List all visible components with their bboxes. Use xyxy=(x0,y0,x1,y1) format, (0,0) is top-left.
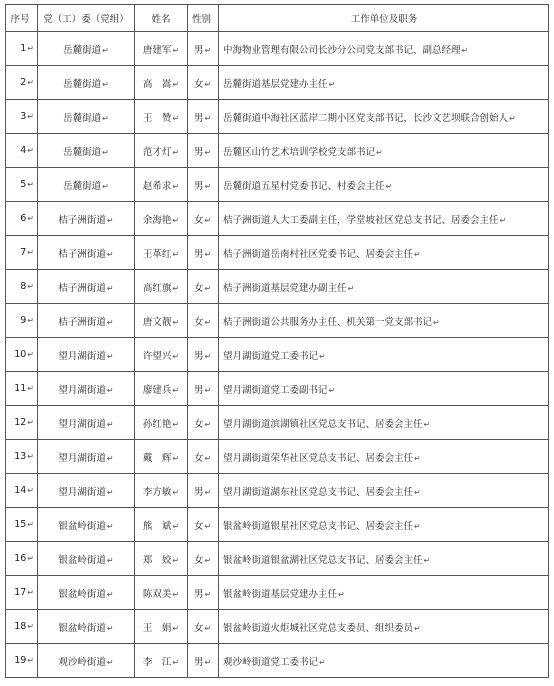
row-job-cell xyxy=(219,236,549,270)
row-no-text: 15 ↵ xyxy=(14,519,34,530)
row-job-cell xyxy=(219,32,549,66)
row-name-cell xyxy=(135,474,188,508)
row-sex-cell xyxy=(188,610,219,644)
row-sex-cell xyxy=(188,66,219,100)
row-sex-text: 女 ↵ xyxy=(194,215,211,226)
row-name-text: 范才灯 ↵ xyxy=(143,147,179,158)
row-name-cell xyxy=(135,66,188,100)
row-name-cell xyxy=(135,236,188,270)
row-job-cell xyxy=(219,644,549,678)
row-job-cell xyxy=(219,304,549,338)
row-org-text: 岳麓街道 ↵ xyxy=(63,147,109,158)
row-no-text: 3 ↵ xyxy=(20,111,34,122)
table-row xyxy=(6,372,549,406)
row-no-text: 11 ↵ xyxy=(14,383,34,394)
row-name-text: 王 娟 ↵ xyxy=(143,623,179,634)
row-org-text: 桔子洲街道 ↵ xyxy=(58,283,113,294)
row-sex-text: 女 ↵ xyxy=(194,419,211,430)
row-no-text: 8 ↵ xyxy=(20,281,34,292)
row-job-text: 中海物业管理有限公司长沙分公司党支部书记、副总经理 ↵ xyxy=(223,45,468,56)
row-name-cell xyxy=(135,304,188,338)
row-no-text: 16 ↵ xyxy=(14,553,34,564)
table-row xyxy=(6,610,549,644)
table-header-row xyxy=(6,5,549,32)
row-name-text: 王 赞 ↵ xyxy=(143,113,179,124)
row-org-cell xyxy=(38,576,135,610)
row-job-text: 桔子洲街道岳南村社区党委书记、居委会主任 ↵ xyxy=(223,249,421,260)
row-org-text: 银盆岭街道 ↵ xyxy=(58,521,113,532)
row-job-cell xyxy=(219,610,549,644)
row-job-cell xyxy=(219,100,549,134)
row-job-text: 桔子洲街道公共服务办主任、机关第一党支部书记 ↵ xyxy=(223,317,440,328)
row-job-cell xyxy=(219,134,549,168)
row-org-cell xyxy=(38,508,135,542)
row-no-cell xyxy=(6,168,38,202)
row-job-cell xyxy=(219,474,549,508)
row-org-text: 桔子洲街道 ↵ xyxy=(58,317,113,328)
row-job-text: 岳麓街道五星村党委书记、村委会主任 ↵ xyxy=(223,181,392,192)
row-job-text: 观沙岭街道党工委书记 ↵ xyxy=(223,657,326,668)
row-name-text: 高 嵩 ↵ xyxy=(143,79,179,90)
row-sex-cell xyxy=(188,202,219,236)
row-org-cell xyxy=(38,134,135,168)
row-sex-cell xyxy=(188,542,219,576)
row-sex-cell xyxy=(188,304,219,338)
row-sex-text: 男 ↵ xyxy=(194,181,211,192)
row-org-cell xyxy=(38,406,135,440)
table-row xyxy=(6,134,549,168)
row-no-cell xyxy=(6,270,38,304)
header-sex: 性别 xyxy=(188,5,219,32)
row-no-cell xyxy=(6,644,38,678)
row-job-cell xyxy=(219,508,549,542)
row-sex-cell xyxy=(188,508,219,542)
row-name-cell xyxy=(135,610,188,644)
row-no-cell xyxy=(6,440,38,474)
row-no-text: 19 ↵ xyxy=(14,655,34,666)
row-org-cell xyxy=(38,32,135,66)
row-sex-cell xyxy=(188,236,219,270)
table-row xyxy=(6,270,549,304)
row-sex-cell xyxy=(188,576,219,610)
row-job-text: 桔子洲街道人大工委副主任，学堂坡社区党总支书记、居委会主任 ↵ xyxy=(223,215,506,226)
row-no-cell xyxy=(6,236,38,270)
row-no-cell xyxy=(6,304,38,338)
row-org-text: 观沙岭街道 ↵ xyxy=(58,657,113,668)
row-name-text: 唐文靓 ↵ xyxy=(143,317,179,328)
row-org-text: 岳麓街道 ↵ xyxy=(63,181,109,192)
row-sex-text: 女 ↵ xyxy=(194,79,211,90)
row-sex-cell xyxy=(188,644,219,678)
row-org-text: 银盆岭街道 ↵ xyxy=(58,589,113,600)
row-sex-text: 女 ↵ xyxy=(194,283,211,294)
row-name-cell xyxy=(135,168,188,202)
table-body xyxy=(6,32,549,678)
row-name-text: 王革红 ↵ xyxy=(143,249,179,260)
row-sex-text: 女 ↵ xyxy=(194,555,211,566)
row-no-cell xyxy=(6,610,38,644)
row-sex-text: 男 ↵ xyxy=(194,147,211,158)
table-row xyxy=(6,440,549,474)
row-job-cell xyxy=(219,338,549,372)
row-org-text: 桔子洲街道 ↵ xyxy=(58,215,113,226)
row-no-cell xyxy=(6,66,38,100)
row-org-text: 望月湖街道 ↵ xyxy=(58,487,113,498)
row-job-cell xyxy=(219,202,549,236)
row-name-text: 郑 姣 ↵ xyxy=(143,555,179,566)
row-name-cell xyxy=(135,270,188,304)
row-job-text: 望月湖街道党工委副书记 ↵ xyxy=(223,385,335,396)
row-name-cell xyxy=(135,440,188,474)
row-name-text: 李方敏 ↵ xyxy=(143,487,179,498)
row-sex-text: 男 ↵ xyxy=(194,657,211,668)
row-no-cell xyxy=(6,338,38,372)
table-row xyxy=(6,202,549,236)
row-name-text: 许望兴 ↵ xyxy=(143,351,179,362)
row-no-cell xyxy=(6,576,38,610)
table-row xyxy=(6,168,549,202)
row-sex-cell xyxy=(188,100,219,134)
row-sex-cell xyxy=(188,372,219,406)
row-sex-text: 女 ↵ xyxy=(194,521,211,532)
row-sex-cell xyxy=(188,32,219,66)
table-row xyxy=(6,508,549,542)
row-name-cell xyxy=(135,372,188,406)
row-org-text: 银盆岭街道 ↵ xyxy=(58,623,113,634)
header-no: 序号 xyxy=(6,5,38,32)
row-org-text: 望月湖街道 ↵ xyxy=(58,351,113,362)
row-org-text: 望月湖街道 ↵ xyxy=(58,419,113,430)
row-name-text: 赵希求 ↵ xyxy=(143,181,179,192)
row-no-cell xyxy=(6,474,38,508)
row-org-cell xyxy=(38,202,135,236)
row-sex-text: 男 ↵ xyxy=(194,351,211,362)
row-name-cell xyxy=(135,100,188,134)
row-no-cell xyxy=(6,100,38,134)
row-org-text: 桔子洲街道 ↵ xyxy=(58,249,113,260)
row-name-text: 孙红艳 ↵ xyxy=(143,419,179,430)
row-org-cell xyxy=(38,338,135,372)
row-no-cell xyxy=(6,406,38,440)
row-job-cell xyxy=(219,270,549,304)
row-org-cell xyxy=(38,236,135,270)
row-no-text: 13 ↵ xyxy=(14,451,34,462)
header-org: 党（工）委（党组） xyxy=(38,5,135,32)
row-org-cell xyxy=(38,372,135,406)
row-name-text: 余海艳 ↵ xyxy=(143,215,179,226)
row-no-text: 18 ↵ xyxy=(14,621,34,632)
table-row xyxy=(6,406,549,440)
row-name-cell xyxy=(135,508,188,542)
row-org-cell xyxy=(38,66,135,100)
row-no-text: 4 ↵ xyxy=(20,145,34,156)
row-job-cell xyxy=(219,576,549,610)
row-no-text: 17 ↵ xyxy=(14,587,34,598)
row-no-text: 14 ↵ xyxy=(14,485,34,496)
table-row xyxy=(6,338,549,372)
row-no-text: 2 ↵ xyxy=(20,77,34,88)
member-table xyxy=(5,4,549,678)
row-job-text: 银盆岭街道基层党建办主任 ↵ xyxy=(223,589,345,600)
row-name-cell xyxy=(135,576,188,610)
row-name-cell xyxy=(135,338,188,372)
row-job-text: 岳麓街道中海社区蓝岸二期小区党支部书记，长沙文艺坝联合创始人 ↵ xyxy=(223,113,516,124)
row-sex-text: 男 ↵ xyxy=(194,589,211,600)
row-no-text: 7 ↵ xyxy=(20,247,34,258)
row-name-text: 高红旗 ↵ xyxy=(143,283,179,294)
row-org-cell xyxy=(38,304,135,338)
row-name-cell xyxy=(135,32,188,66)
header-job: 工作单位及职务 xyxy=(219,5,549,32)
row-name-text: 李 江 ↵ xyxy=(143,657,179,668)
row-no-text: 5 ↵ xyxy=(20,179,34,190)
row-org-cell xyxy=(38,644,135,678)
row-org-cell xyxy=(38,610,135,644)
row-sex-text: 男 ↵ xyxy=(194,249,211,260)
table-row xyxy=(6,236,549,270)
row-sex-text: 男 ↵ xyxy=(194,45,211,56)
table-row xyxy=(6,100,549,134)
row-org-cell xyxy=(38,270,135,304)
row-sex-cell xyxy=(188,440,219,474)
row-org-text: 岳麓街道 ↵ xyxy=(63,113,109,124)
row-sex-cell xyxy=(188,474,219,508)
row-no-text: 1 ↵ xyxy=(20,43,34,54)
row-job-text: 岳麓区山竹艺术培训学校党支部书记 ↵ xyxy=(223,147,383,158)
row-no-text: 12 ↵ xyxy=(14,417,34,428)
row-name-text: 陈双美 ↵ xyxy=(143,589,179,600)
row-name-cell xyxy=(135,134,188,168)
row-job-text: 银盆岭街道火炬城社区党总支委员、组织委员 ↵ xyxy=(223,623,421,634)
row-sex-text: 女 ↵ xyxy=(194,317,211,328)
row-no-cell xyxy=(6,508,38,542)
row-no-cell xyxy=(6,202,38,236)
row-job-cell xyxy=(219,168,549,202)
row-name-cell xyxy=(135,202,188,236)
row-no-text: 9 ↵ xyxy=(20,315,34,326)
row-no-text: 10 ↵ xyxy=(14,349,34,360)
row-sex-cell xyxy=(188,406,219,440)
row-sex-text: 男 ↵ xyxy=(194,113,211,124)
row-no-cell xyxy=(6,372,38,406)
row-name-cell xyxy=(135,542,188,576)
row-sex-cell xyxy=(188,168,219,202)
row-name-text: 熊 斌 ↵ xyxy=(143,521,179,532)
row-sex-text: 男 ↵ xyxy=(194,385,211,396)
row-job-cell xyxy=(219,66,549,100)
table-row xyxy=(6,66,549,100)
row-name-text: 戴 辉 ↵ xyxy=(143,453,179,464)
row-job-cell xyxy=(219,372,549,406)
table-row xyxy=(6,542,549,576)
row-no-cell xyxy=(6,32,38,66)
row-job-cell xyxy=(219,542,549,576)
row-job-text: 望月湖街道湖东社区党总支书记、居委会主任 ↵ xyxy=(223,487,421,498)
row-no-text: 6 ↵ xyxy=(20,213,34,224)
row-name-cell xyxy=(135,644,188,678)
row-org-cell xyxy=(38,542,135,576)
row-org-text: 岳麓街道 ↵ xyxy=(63,79,109,90)
table-row xyxy=(6,576,549,610)
row-org-cell xyxy=(38,474,135,508)
row-org-text: 岳麓街道 ↵ xyxy=(63,45,109,56)
row-sex-cell xyxy=(188,134,219,168)
row-job-text: 望月湖街道党工委书记 ↵ xyxy=(223,351,326,362)
table-row xyxy=(6,32,549,66)
table-row xyxy=(6,644,549,678)
row-org-cell xyxy=(38,440,135,474)
row-sex-text: 男 ↵ xyxy=(194,487,211,498)
row-job-text: 银盆岭街道银星社区党总支书记、居委会主任 ↵ xyxy=(223,521,421,532)
row-sex-text: 女 ↵ xyxy=(194,453,211,464)
row-job-text: 望月湖街道滨湖镇社区党总支书记、居委会主任 ↵ xyxy=(223,419,430,430)
row-sex-text: 女 ↵ xyxy=(194,623,211,634)
row-sex-cell xyxy=(188,338,219,372)
row-org-cell xyxy=(38,100,135,134)
row-job-text: 银盆岭街道银盆湖社区党总支书记、居委会主任 ↵ xyxy=(223,555,430,566)
row-org-text: 望月湖街道 ↵ xyxy=(58,453,113,464)
row-name-cell xyxy=(135,406,188,440)
row-org-cell xyxy=(38,168,135,202)
row-no-cell xyxy=(6,542,38,576)
row-name-text: 廖建兵 ↵ xyxy=(143,385,179,396)
row-job-cell xyxy=(219,440,549,474)
row-org-text: 望月湖街道 ↵ xyxy=(58,385,113,396)
row-job-text: 桔子洲街道基层党建办副主任 ↵ xyxy=(223,283,354,294)
row-org-text: 银盆岭街道 ↵ xyxy=(58,555,113,566)
row-sex-cell xyxy=(188,270,219,304)
row-no-cell xyxy=(6,134,38,168)
row-job-text: 望月湖街道荣华社区党总支书记、居委会主任 ↵ xyxy=(223,453,421,464)
table-row xyxy=(6,474,549,508)
row-job-cell xyxy=(219,406,549,440)
row-name-text: 唐建军 ↵ xyxy=(143,45,179,56)
table-row xyxy=(6,304,549,338)
header-name: 姓名 xyxy=(135,5,188,32)
row-job-text: 岳麓街道基层党建办主任 ↵ xyxy=(223,79,335,90)
